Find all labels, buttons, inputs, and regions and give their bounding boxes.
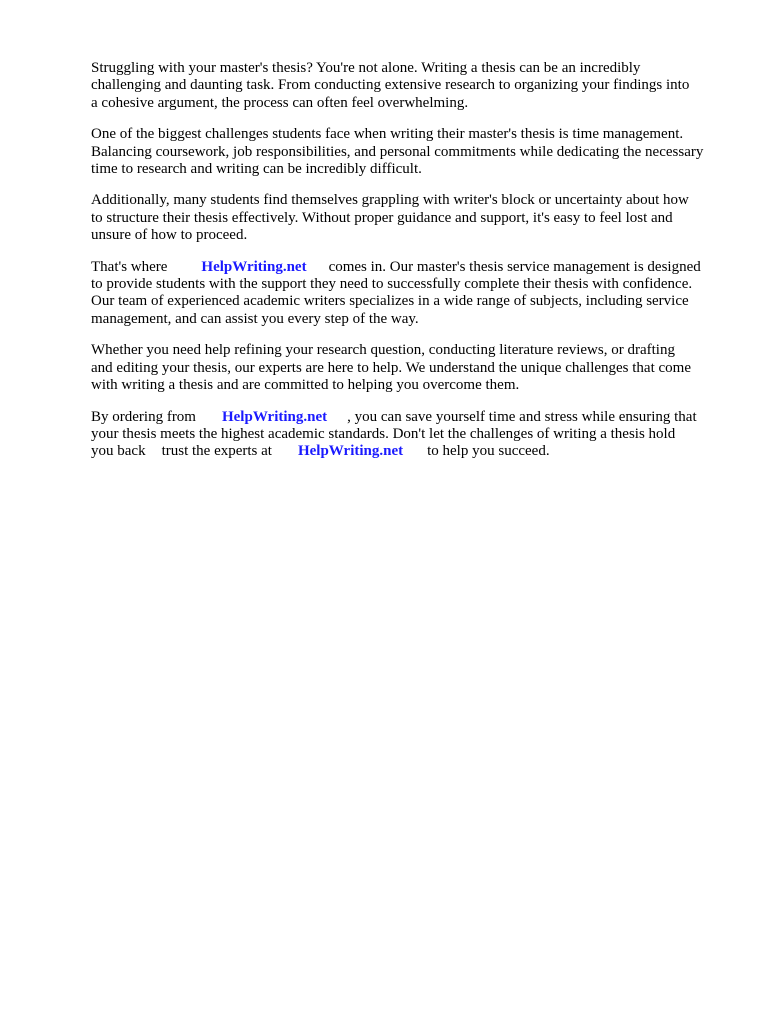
document-body — [91, 60, 731, 475]
text-segment: trust the experts at — [161, 443, 272, 460]
text-line: with writing a thesis and are committed to helping you overcome them. — [91, 377, 520, 394]
text-line: management, and can assist you every step of the way. — [91, 310, 419, 327]
text-line — [91, 443, 731, 460]
text-segment: you back — [91, 443, 146, 460]
paragraph-service — [91, 259, 731, 329]
text-line: a cohesive argument, the process can often feel overwhelming. — [91, 94, 469, 111]
text-line: to structure their thesis effectively. Without proper guidance and support, it's easy to feel lost and — [91, 209, 673, 226]
text-line: Struggling with your master's thesis? You're not alone. Writing a thesis can be an incredibly — [91, 60, 641, 76]
text-segment: That's where — [91, 258, 168, 275]
helpwriting-link[interactable]: HelpWriting.net — [221, 408, 328, 425]
text-line: unsure of how to proceed. — [91, 227, 248, 244]
paragraph-intro — [91, 60, 731, 112]
text-line: Our team of experienced academic writers specializes in a wide range of subjects, including service — [91, 293, 689, 310]
text-segment: , you can save yourself time and stress while ensuring that — [347, 408, 697, 425]
text-segment: to help you succeed. — [427, 443, 550, 460]
text-line: time to research and writing can be incredibly difficult. — [91, 161, 422, 178]
helpwriting-link[interactable]: HelpWriting.net — [297, 443, 404, 460]
text-line — [91, 409, 731, 426]
text-line: to provide students with the support they need to successfully complete their thesis with confidence. — [91, 276, 693, 293]
paragraph-time-management — [91, 126, 731, 178]
paragraph-writers-block — [91, 192, 731, 244]
helpwriting-link[interactable]: HelpWriting.net — [201, 258, 307, 275]
text-segment: comes in. Our master's thesis service management is designed — [328, 258, 701, 275]
text-line: One of the biggest challenges students face when writing their master's thesis is time management. — [91, 126, 684, 143]
paragraph-help — [91, 342, 731, 394]
text-line: your thesis meets the highest academic standards. Don't let the challenges of writing a thesis hold — [91, 425, 676, 442]
text-line — [91, 259, 731, 276]
text-line: Additionally, many students find themselves grappling with writer's block or uncertainty about how — [91, 192, 689, 209]
text-line: Balancing coursework, job responsibilities, and personal commitments while dedicating the necessary — [91, 143, 704, 160]
text-segment: By ordering from — [91, 408, 196, 425]
text-line: challenging and daunting task. From conducting extensive research to organizing your findings into — [91, 77, 690, 94]
text-line: and editing your thesis, our experts are here to help. We understand the unique challenges that come — [91, 359, 691, 376]
paragraph-ordering — [91, 409, 731, 461]
text-line: Whether you need help refining your research question, conducting literature reviews, or drafting — [91, 342, 675, 359]
